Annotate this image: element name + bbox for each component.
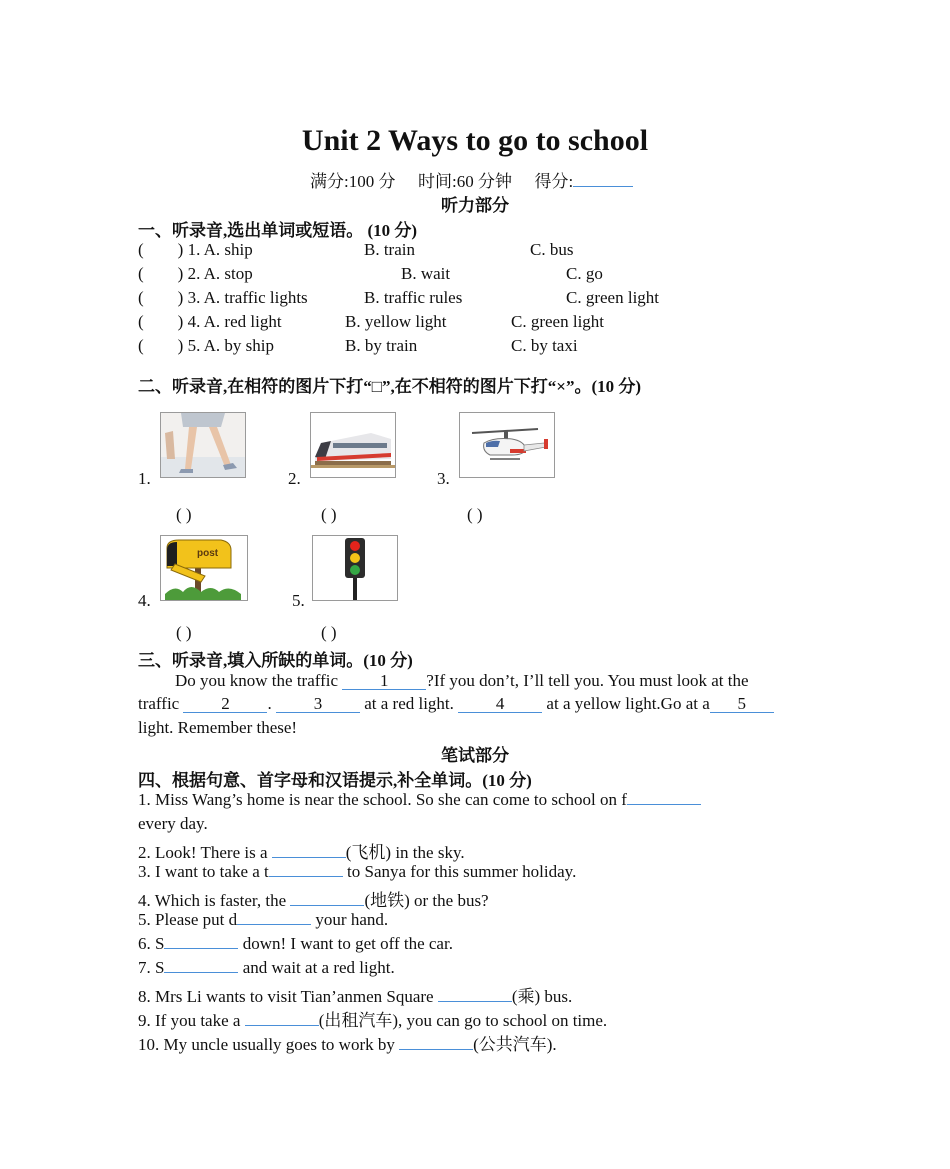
list-item — [138, 288, 308, 308]
question-text: (公共汽车). — [473, 1035, 557, 1054]
fill-blank-1[interactable]: 1 — [342, 672, 426, 690]
question-10 — [138, 1030, 557, 1055]
picture-label-4: 4. — [138, 591, 151, 610]
fill-blank-3[interactable]: 3 — [276, 695, 360, 713]
option-b: B. train — [364, 240, 415, 259]
question-text: 10. My uncle usually goes to work by — [138, 1035, 400, 1054]
word-blank[interactable] — [164, 972, 238, 973]
question-5 — [138, 910, 388, 930]
answer-paren[interactable]: ( ) — [321, 505, 337, 524]
question-text: 4. Which is faster, the — [138, 891, 291, 910]
section3-heading: 三、听录音,填入所缺的单词。(10 分) — [138, 651, 413, 670]
question-8 — [138, 982, 572, 1007]
list-item — [138, 240, 253, 260]
option-b: B. by train — [345, 336, 418, 355]
full-marks: 满分:100 分 — [310, 172, 396, 191]
walking-legs-picture — [160, 412, 246, 478]
question-2 — [138, 838, 465, 863]
section2-heading: 二、听录音,在相符的图片下打“□”,在不相符的图片下打“×”。(10 分) — [138, 377, 642, 396]
option-c: C. by taxi — [511, 336, 578, 355]
word-blank[interactable] — [164, 948, 238, 949]
answer-paren[interactable]: ( ) — [321, 623, 337, 642]
question-text: 9. If you take a — [138, 1011, 245, 1030]
word-blank[interactable] — [290, 905, 364, 906]
fill-blank-5[interactable]: 5 — [710, 695, 774, 713]
mailbox-picture — [160, 535, 248, 601]
question-text: 8. Mrs Li wants to visit Tian’anmen Square — [138, 987, 438, 1006]
fill-blank-4[interactable]: 4 — [458, 695, 542, 713]
question-text: (出租汽车), you can go to school on time. — [318, 1011, 608, 1030]
passage-line-3: light. Remember these! — [138, 718, 298, 737]
option-c: C. go — [566, 264, 603, 283]
word-blank[interactable] — [245, 1025, 319, 1026]
question-1-cont: every day. — [138, 814, 208, 833]
passage-text: at a yellow light.Go at a — [542, 694, 710, 713]
answer-paren: ( — [138, 264, 144, 283]
question-6 — [138, 934, 453, 954]
word-blank[interactable] — [438, 1001, 512, 1002]
question-text: (乘) bus. — [511, 987, 573, 1006]
post-label: post — [197, 548, 219, 559]
passage-text: Do you know the traffic — [175, 671, 343, 690]
option-a: ) 4. A. red light — [177, 312, 282, 331]
list-item — [138, 336, 274, 356]
option-b: B. traffic rules — [364, 288, 463, 307]
helicopter-picture — [459, 412, 555, 478]
option-a: ) 3. A. traffic lights — [177, 288, 308, 307]
option-b: B. wait — [401, 264, 451, 283]
option-c: C. bus — [530, 240, 574, 259]
section1-heading: 一、听录音,选出单词或短语。 (10 分) — [138, 221, 418, 240]
question-text: 5. Please put d — [138, 910, 238, 929]
question-text: 1. Miss Wang’s home is near the school. So she can come to school on f — [138, 790, 627, 809]
list-item — [138, 312, 282, 332]
answer-paren[interactable]: ( ) — [176, 623, 192, 642]
option-c: C. green light — [511, 312, 605, 331]
train-picture — [310, 412, 396, 478]
question-text: down! I want to get off the car. — [238, 934, 453, 953]
score-blank[interactable] — [573, 186, 633, 187]
option-a: ) 2. A. stop — [177, 264, 253, 283]
word-blank[interactable] — [237, 924, 311, 925]
list-item — [138, 264, 253, 284]
question-text: your hand. — [311, 910, 389, 929]
option-c: C. green light — [566, 288, 660, 307]
option-a: ) 1. A. ship — [177, 240, 253, 259]
question-3 — [138, 862, 576, 882]
listening-heading: 听力部分 — [441, 196, 509, 215]
writing-heading: 笔试部分 — [441, 746, 509, 765]
question-text: to Sanya for this summer holiday. — [342, 862, 577, 881]
picture-label-5: 5. — [292, 591, 305, 610]
passage-line-1 — [175, 671, 749, 691]
question-text: and wait at a red light. — [238, 958, 395, 977]
question-4 — [138, 886, 489, 911]
question-text: (地铁) or the bus? — [364, 891, 489, 910]
word-blank[interactable] — [269, 876, 343, 877]
answer-paren: ( — [138, 240, 144, 259]
passage-text: . — [267, 694, 276, 713]
score-label: 得分: — [534, 172, 574, 191]
passage-line-2 — [138, 694, 774, 714]
question-1 — [138, 790, 701, 810]
picture-label-2: 2. — [288, 469, 301, 488]
page-title: Unit 2 Ways to go to school — [301, 124, 649, 157]
word-blank[interactable] — [272, 857, 346, 858]
fill-blank-2[interactable]: 2 — [183, 695, 267, 713]
option-a: ) 5. A. by ship — [177, 336, 275, 355]
answer-paren[interactable]: ( ) — [176, 505, 192, 524]
question-7 — [138, 958, 395, 978]
header-info — [310, 167, 633, 192]
passage-text: traffic — [138, 694, 184, 713]
question-9 — [138, 1006, 607, 1031]
question-text: 6. S — [138, 934, 165, 953]
answer-paren: ( — [138, 288, 144, 307]
answer-paren: ( — [138, 336, 144, 355]
question-text: 3. I want to take a t — [138, 862, 269, 881]
question-text: 7. S — [138, 958, 165, 977]
option-b: B. yellow light — [345, 312, 447, 331]
question-text: 2. Look! There is a — [138, 843, 272, 862]
answer-paren[interactable]: ( ) — [467, 505, 483, 524]
word-blank[interactable] — [399, 1049, 473, 1050]
picture-label-3: 3. — [437, 469, 450, 488]
word-blank[interactable] — [627, 804, 701, 805]
question-text: (飞机) in the sky. — [345, 843, 465, 862]
picture-label-1: 1. — [138, 469, 151, 488]
answer-paren: ( — [138, 312, 144, 331]
time-limit: 时间:60 分钟 — [417, 172, 512, 191]
traffic-light-picture — [312, 535, 398, 601]
passage-text: at a red light. — [359, 694, 459, 713]
passage-text: ?If you don’t, I’ll tell you. You must look at the — [426, 671, 749, 690]
section4-heading: 四、根据句意、首字母和汉语提示,补全单词。(10 分) — [138, 771, 532, 790]
